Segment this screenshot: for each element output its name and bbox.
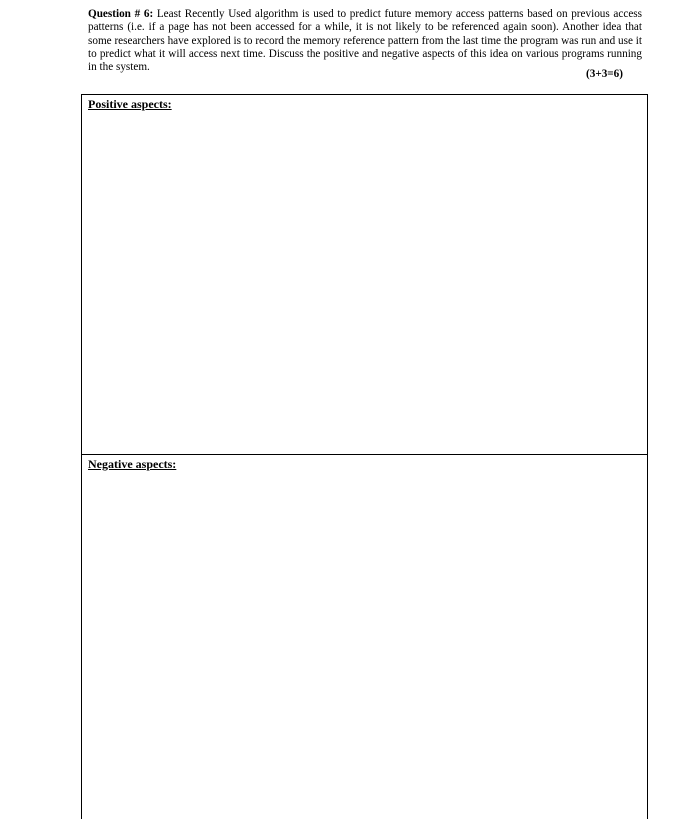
negative-aspects-cell[interactable] [82, 455, 648, 819]
question-body: Least Recently Used algorithm is used to predict future memory access patterns based on previous access patterns (i.e. if a page has not been accessed for a while, it is not likely to be referenced again soon). Another idea that some researchers have explored is to record the memory reference pattern from the last time the program was run and use it to predict what it will access next time. Discuss the positive and negative aspects of this idea on various programs running in the system. [88, 8, 642, 73]
positive-aspects-row [82, 95, 648, 455]
negative-aspects-row [82, 455, 648, 819]
marks-allocation: (3+3=6) [586, 68, 623, 81]
positive-aspects-cell[interactable] [82, 95, 648, 455]
answer-table [81, 94, 648, 819]
question-text [88, 8, 642, 74]
question-label: Question # 6: [88, 8, 153, 20]
negative-aspects-heading: Negative aspects: [88, 457, 641, 471]
positive-aspects-heading: Positive aspects: [88, 97, 641, 111]
